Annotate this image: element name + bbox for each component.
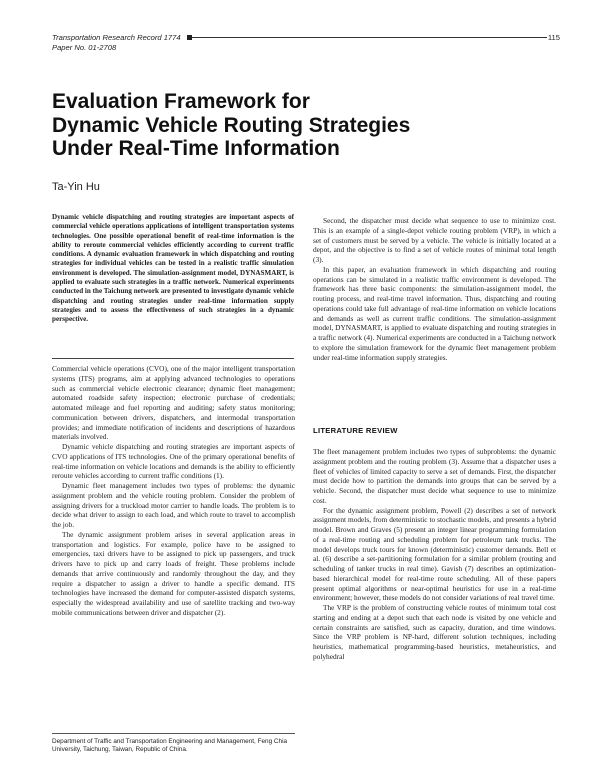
abstract-divider	[52, 358, 294, 359]
header-rule	[192, 37, 547, 38]
right-column-intro	[313, 216, 556, 362]
footnote-rule	[52, 733, 295, 734]
author-affiliation-footnote: Department of Traffic and Transportation Engineering and Management, Feng Chia University, Taichung, Taiwan, Republic of China.	[52, 738, 288, 754]
running-header	[52, 33, 560, 52]
journal-name: Transportation Research Record 1774	[52, 33, 181, 42]
body-paragraph: The fleet management problem includes two types of subproblems: the dynamic assignment problem and the routing problem (3). Assume that a dispatcher uses a fleet of vehicles of limited capacity to serve a set of demands. First, the dispatcher must decide how to partition the demands into groups that can be served by a vehicle. Second, the dispatcher must decide what sequence to use to minimize cost.	[313, 447, 556, 505]
body-paragraph: The VRP is the problem of constructing vehicle routes of minimum total cost starting and ending at a depot such that each node is visited by one vehicle and certain constraints are satisfied, such as capacity, duration, and time windows. Since the VRP problem is NP-hard, different solution techniques, including heuristics, mathematical programming-based heuristics, metaheuristics, and polyhedral	[313, 603, 556, 661]
paper-title	[52, 90, 552, 161]
page-number: 115	[547, 33, 560, 42]
body-paragraph: The dynamic assignment problem arises in several application areas in transportation and logistics. For example, police have to be assigned to emergencies, taxi drivers have to be assigned to pick up passengers, and truck drivers have to pick up and carry loads of freight. These problems include demands that arrive continuously and randomly throughout the day, and they require a dispatcher to assign a driver to handle a specific demand. ITS technologies have increased the demand for computer-assisted dispatch systems, especially the widespread availability and use of satellite tracking and two-way mobile communications between driver and dispatcher (2).	[52, 529, 295, 617]
body-paragraph: Dynamic fleet management includes two types of problems: the dynamic assignment problem and the vehicle routing problem. Consider the problem of assigning drivers for a truckload motor carrier to handle loads. The problem is to decide what driver to assign to each load, and which route to travel to accomplish the job.	[52, 481, 295, 529]
right-column-review	[313, 447, 556, 662]
body-paragraph: Second, the dispatcher must decide what sequence to use to minimize cost. This is an example of a single-depot vehicle routing problem (VRP), in which a set of customers must be served by a vehicle. The vehicle is initially located at a depot, and the objective is to find a set of vehicle routes of minimal total length (3).	[313, 216, 556, 264]
body-paragraph: Dynamic vehicle dispatching and routing strategies are important aspects of CVO applications of ITS technologies. One of the primary operational benefits of real-time information on vehicle locations and demands is the ability to efficiently reroute vehicles according to current traffic conditions (1).	[52, 442, 295, 481]
left-column-body	[52, 364, 295, 618]
title-line: Evaluation Framework for	[52, 90, 310, 113]
section-heading: LITERATURE REVIEW	[313, 426, 398, 435]
paper-number: Paper No. 01-2708	[52, 42, 117, 52]
abstract: Dynamic vehicle dispatching and routing strategies are important aspects of commercial vehicle operations applications of intelligent transportation systems technologies. One possible operational benefit of real-time information is the ability to reroute commercial vehicles efficiently according to current traffic conditions. A dynamic evaluation framework in which dispatching and routing strategies for individual vehicles can be tested in a realistic traffic simulation environment is developed. The simulation-assignment model, DYNASMART, is applied to evaluate such strategies in a traffic network. Numerical experiments conducted in the Taichung network are presented to investigate dynamic vehicle dispatching and routing strategies under real-time information supply strategies and to assess the effectiveness of such strategies in a dynamic perspective.	[52, 213, 294, 324]
body-paragraph: Commercial vehicle operations (CVO), one of the major intelligent transportation systems (ITS) programs, aim at applying advanced technologies to operations such as commercial vehicle electronic clearance; dynamic fleet management; automated roadside safety inspection; electronic purchase of credentials; automated mileage and fuel reporting and auditing; safety status monitoring; communication between drivers, dispatchers, and intermodal transportation provides; and immediate notification of incidents and descriptions of hazardous materials involved.	[52, 364, 295, 442]
title-line: Under Real-Time Information	[52, 137, 340, 160]
body-paragraph: For the dynamic assignment problem, Powell (2) describes a set of network assignment models, from deterministic to stochastic models, and presents a hybrid model. Brown and Graves (5) present an integer linear programming formulation of a real-time routing and scheduling problem for petroleum tank trucks. The model develops truck tours for known (deterministic) customer demands. Bell et al. (6) describe a set-partitioning formulation for a similar problem (routing and scheduling of tanker trucks in real time). Gavish (7) describes an optimization-based hierarchical model for real-time route scheduling. All of these papers present optimal algorithms or near-optimal heuristics for use in a real-time environment; however, these models do not consider variations of real travel time.	[313, 505, 556, 603]
title-line: Dynamic Vehicle Routing Strategies	[52, 113, 411, 137]
body-paragraph: In this paper, an evaluation framework in which dispatching and routing operations can be simulated in a realistic traffic environment is developed. The framework has three basic components: the simulation-assignment model, the routing process, and real-time travel information. Thus, dispatching and routing operations could take full advantage of real-time information on vehicle locations and demands as well as current traffic conditions. The simulation-assignment model, DYNASMART, is applied to evaluate dispatching and routing strategies in a traffic network (4). Numerical experiments are conducted in a Taichung network to explore the simulation framework for the dynamic fleet management problem under real-time information supply strategies.	[313, 264, 556, 362]
author-name: Ta-Yin Hu	[52, 181, 100, 193]
